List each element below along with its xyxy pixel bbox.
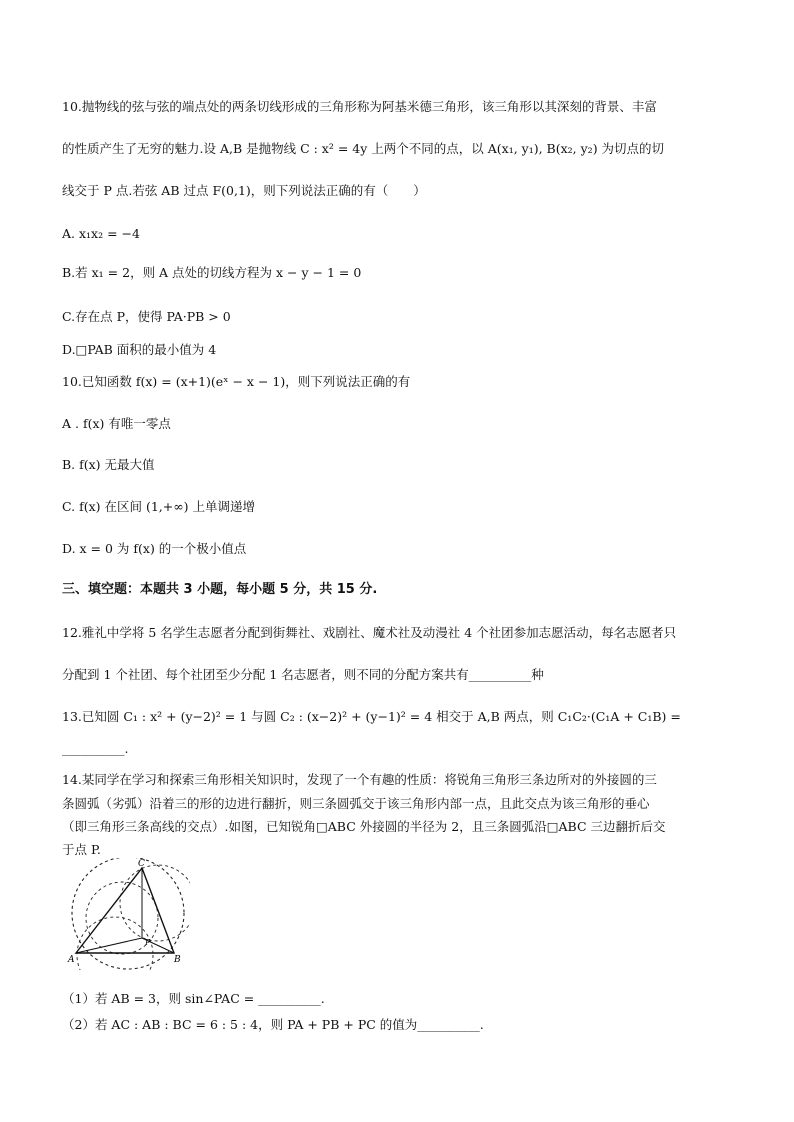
q12-line-1: 12.雅礼中学将 5 名学生志愿者分配到街舞社、戏剧社、魔术社及动漫社 4 个社团参加志愿活动，每名志愿者只 bbox=[62, 625, 677, 640]
q14-sub-2: （2）若 AC : AB : BC = 6 : 5 : 4，则 PA + PB + PC 的值为__________. bbox=[62, 1017, 484, 1032]
q10a-line-1: 10.抛物线的弦与弦的端点处的两条切线形成的三角形称为阿基米德三角形，该三角形以其深刻的背景、丰富 bbox=[62, 99, 657, 114]
q10a-option-b: B.若 x₁ = 2，则 A 点处的切线方程为 x − y − 1 = 0 bbox=[62, 265, 362, 280]
q10a-line-2: 的性质产生了无穷的魅力.设 A,B 是抛物线 C : x² = 4y 上两个不同的点，以 A(x₁, y₁), B(x₂, y₂) 为切点的切 bbox=[62, 141, 665, 156]
q12-line-2: 分配到 1 个社团、每个社团至少分配 1 名志愿者，则不同的分配方案共有__________种 bbox=[62, 667, 544, 682]
vertex-label-b: B bbox=[174, 955, 181, 965]
vertex-label-a: A bbox=[68, 955, 75, 965]
q10a-option-c: C.存在点 P，使得 PA·PB > 0 bbox=[62, 309, 231, 324]
triangle-figure bbox=[62, 858, 190, 970]
q13-line-1: 13.已知圆 C₁ : x² + (y−2)² = 1 与圆 C₂ : (x−2)² + (y−1)² = 4 相交于 A,B 两点，则 C₁C₂·(C₁A + C₁B) = bbox=[62, 709, 681, 724]
section-3-heading: 三、填空题：本题共 3 小题，每小题 5 分，共 15 分. bbox=[62, 582, 378, 597]
q14-line-3: （即三角形三条高线的交点）.如图，已知锐角□ABC 外接圆的半径为 2，且三条圆弧沿□ABC 三边翻折后交 bbox=[62, 819, 666, 834]
q10a-option-a: A. x₁x₂ = −4 bbox=[62, 226, 140, 241]
q14-line-2: 条圆弧（劣弧）沿着三的形的边进行翻折，则三条圆弧交于该三角形内部一点，且此交点为该三角形的垂心 bbox=[62, 796, 650, 811]
vertex-label-c: C bbox=[138, 859, 145, 869]
q10a-line-3: 线交于 P 点.若弦 AB 过点 F(0,1)，则下列说法正确的有（ ） bbox=[62, 183, 426, 198]
point-label-p: P bbox=[145, 938, 151, 947]
q14-line-1: 14.某同学在学习和探索三角形相关知识时，发现了一个有趣的性质：将锐角三角形三条边所对的外接圆的三 bbox=[62, 772, 657, 787]
q10b-option-d: D. x = 0 为 f(x) 的一个极小值点 bbox=[62, 541, 247, 556]
q10b-stem: 10.已知函数 f(x) = (x+1)(eˣ − x − 1)，则下列说法正确的有 bbox=[62, 374, 411, 389]
q10b-option-c: C. f(x) 在区间 (1,+∞) 上单调递增 bbox=[62, 499, 255, 514]
q10a-option-d: D.□PAB 面积的最小值为 4 bbox=[62, 342, 217, 357]
q13-line-2: __________. bbox=[62, 741, 129, 756]
q10b-option-a: A . f(x) 有唯一零点 bbox=[62, 416, 171, 431]
q14-line-4: 于点 P. bbox=[62, 842, 101, 857]
triangle-abc bbox=[76, 868, 174, 953]
q10b-option-b: B. f(x) 无最大值 bbox=[62, 457, 155, 472]
q14-sub-1: （1）若 AB = 3，则 sin∠PAC = __________. bbox=[62, 991, 325, 1006]
